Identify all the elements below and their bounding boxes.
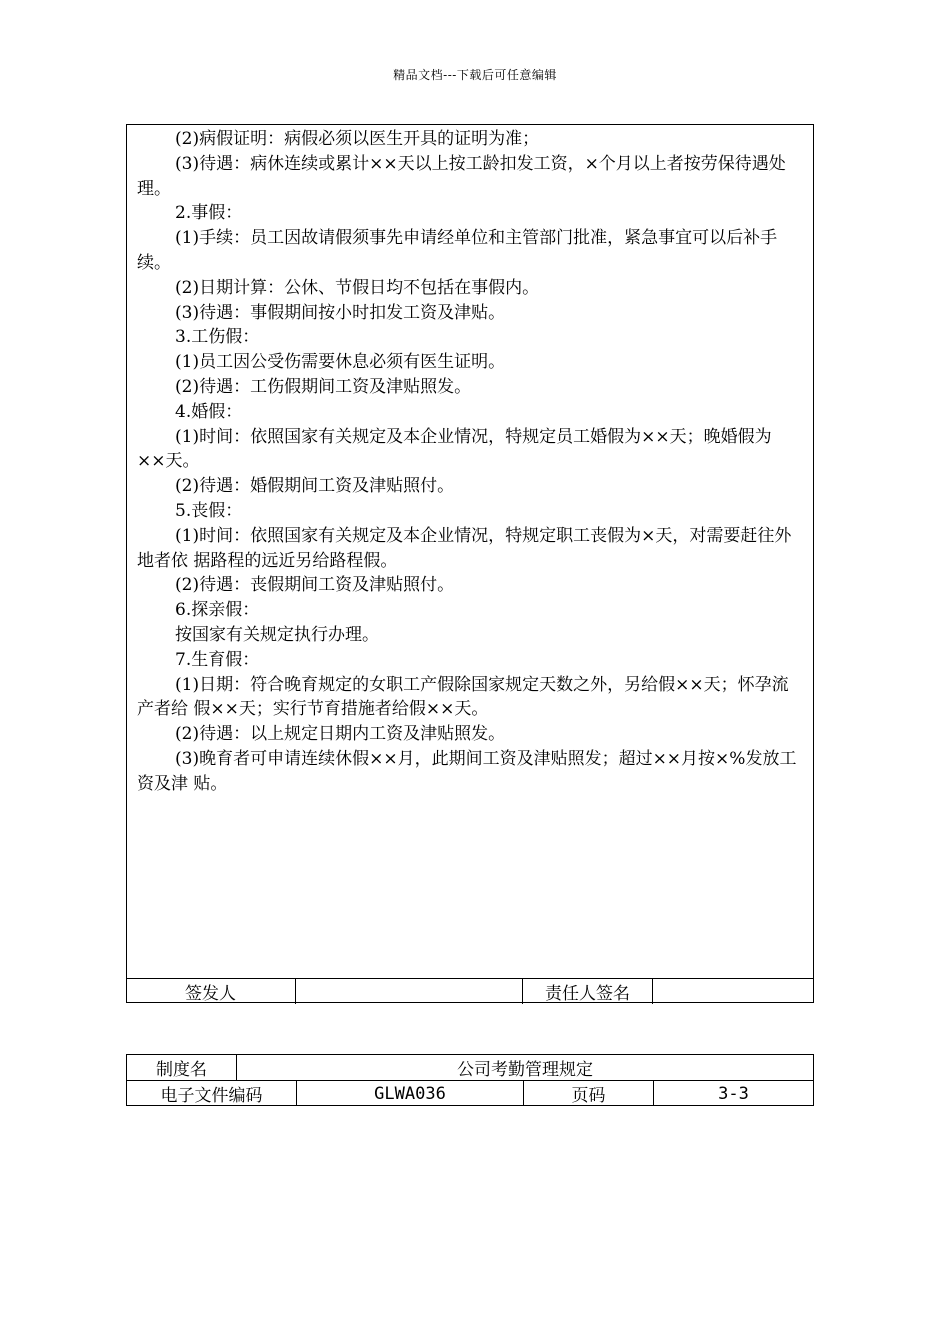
- policy-content-box: [126, 124, 814, 1003]
- text-line: 6.探亲假：: [175, 600, 260, 621]
- responsible-signature-field[interactable]: [653, 979, 814, 1004]
- text-line: 7.生育假：: [175, 649, 260, 670]
- text-line: (2)待遇：以上规定日期内工资及津贴照发。: [175, 724, 506, 745]
- issuer-signature-field[interactable]: [296, 979, 523, 1004]
- text-line: (1)日期：符合晚育规定的女职工产假除国家规定天数之外，另给假××天；怀孕流产者给 假××天；实行节育措施者给假××天。: [137, 674, 789, 720]
- header-note: 精品文档---下载后可任意编辑: [393, 68, 557, 82]
- text-line: (2)病假证明：病假必须以医生开具的证明为准；: [175, 129, 540, 149]
- doc-name-label: 制度名: [127, 1055, 237, 1080]
- doc-code-row: [127, 1080, 813, 1106]
- text-line: 3.工伤假：: [175, 327, 260, 348]
- text-line: (1)员工因公受伤需要休息必须有医生证明。: [175, 352, 506, 373]
- text-line: (1)时间：依照国家有关规定及本企业情况，特规定员工婚假为××天；晚婚假为××天。: [137, 426, 772, 472]
- page-number: 3-3: [718, 1083, 749, 1104]
- signature-row: [126, 978, 814, 1004]
- text-line: 2.事假：: [175, 203, 243, 224]
- text-line: (3)晚育者可申请连续休假××月，此期间工资及津贴照发；超过××月按×%发放工资及津 贴。: [137, 748, 797, 794]
- text-line: 5.丧假：: [175, 500, 243, 521]
- page-label: 页码: [524, 1081, 654, 1106]
- text-line: (3)待遇：病休连续或累计××天以上按工龄扣发工资，×个月以上者按劳保待遇处理。: [137, 153, 786, 199]
- text-line: (2)日期计算：公休、节假日均不包括在事假内。: [175, 277, 540, 298]
- issuer-label: 签发人: [126, 979, 296, 1004]
- policy-text: [137, 127, 797, 797]
- text-line: (1)手续：员工因故请假须事先申请经单位和主管部门批准，紧急事宜可以后补手续。: [137, 228, 778, 273]
- responsible-label: 责任人签名: [523, 979, 653, 1004]
- text-line: (3)待遇：事假期间按小时扣发工资及津贴。: [175, 302, 506, 323]
- document-info-table: [126, 1054, 814, 1106]
- doc-name-value: 公司考勤管理规定: [457, 1060, 593, 1080]
- doc-code-label: 电子文件编码: [127, 1081, 297, 1106]
- text-line: 4.婚假：: [175, 401, 243, 422]
- text-line: (2)待遇：工伤假期间工资及津贴照发。: [175, 376, 472, 397]
- text-line: (1)时间：依照国家有关规定及本企业情况，特规定职工丧假为×天，对需要赶往外地者依 据路程的远近另给路程假。: [137, 525, 792, 571]
- text-line: (2)待遇：婚假期间工资及津贴照付。: [175, 476, 455, 497]
- doc-name-row: [127, 1055, 813, 1080]
- text-line: (2)待遇：丧假期间工资及津贴照付。: [175, 575, 455, 596]
- doc-code-value: GLWA036: [297, 1081, 524, 1106]
- text-line: 按国家有关规定执行办理。: [175, 624, 379, 645]
